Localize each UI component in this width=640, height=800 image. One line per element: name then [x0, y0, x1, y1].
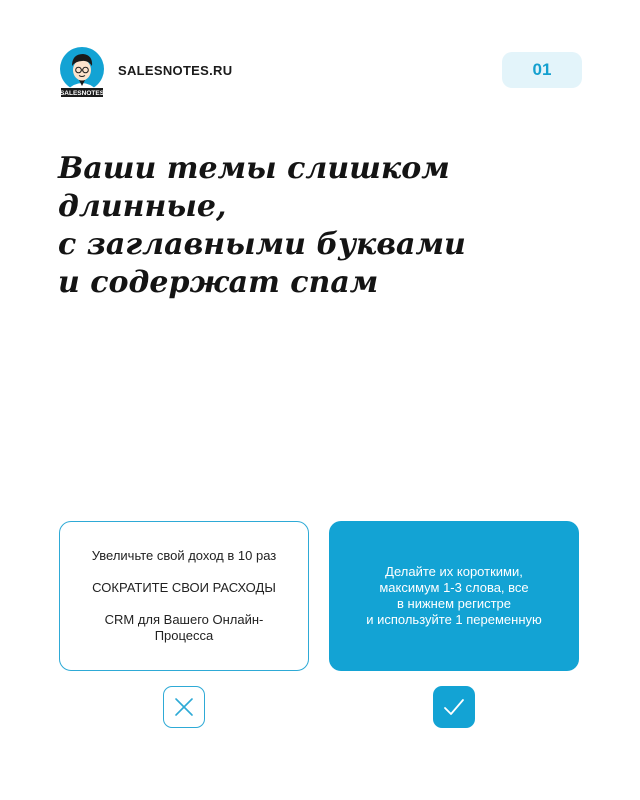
good-advice-card: [329, 521, 579, 671]
logo-label: SALESNOTES: [59, 90, 105, 97]
page-number-badge: 01: [502, 52, 582, 88]
bad-subject-example: CRM для Вашего Онлайн- Процесса: [104, 612, 264, 643]
headline: [58, 150, 598, 302]
header: [58, 46, 582, 98]
bad-example-card: [59, 521, 309, 671]
check-icon: [433, 686, 475, 728]
headline-line: с заглавными буквами: [58, 227, 466, 262]
headline-line: и содержат спам: [58, 265, 379, 300]
cross-icon: [163, 686, 205, 728]
headline-line: Ваши темы слишком длинные,: [58, 151, 450, 224]
bad-subject-example: Увеличьте свой доход в 10 раз: [91, 548, 277, 563]
advice-line: в нижнем регистре: [397, 596, 511, 611]
bad-subject-example: СОКРАТИТЕ СВОИ РАСХОДЫ: [92, 580, 276, 595]
avatar-icon: [58, 46, 106, 98]
advice-line: максимум 1-3 слова, все: [379, 580, 529, 595]
brand-name: SALESNOTES.RU: [118, 63, 233, 78]
advice-line: Делайте их короткими,: [385, 564, 523, 579]
advice-line: и используйте 1 переменную: [366, 612, 542, 627]
